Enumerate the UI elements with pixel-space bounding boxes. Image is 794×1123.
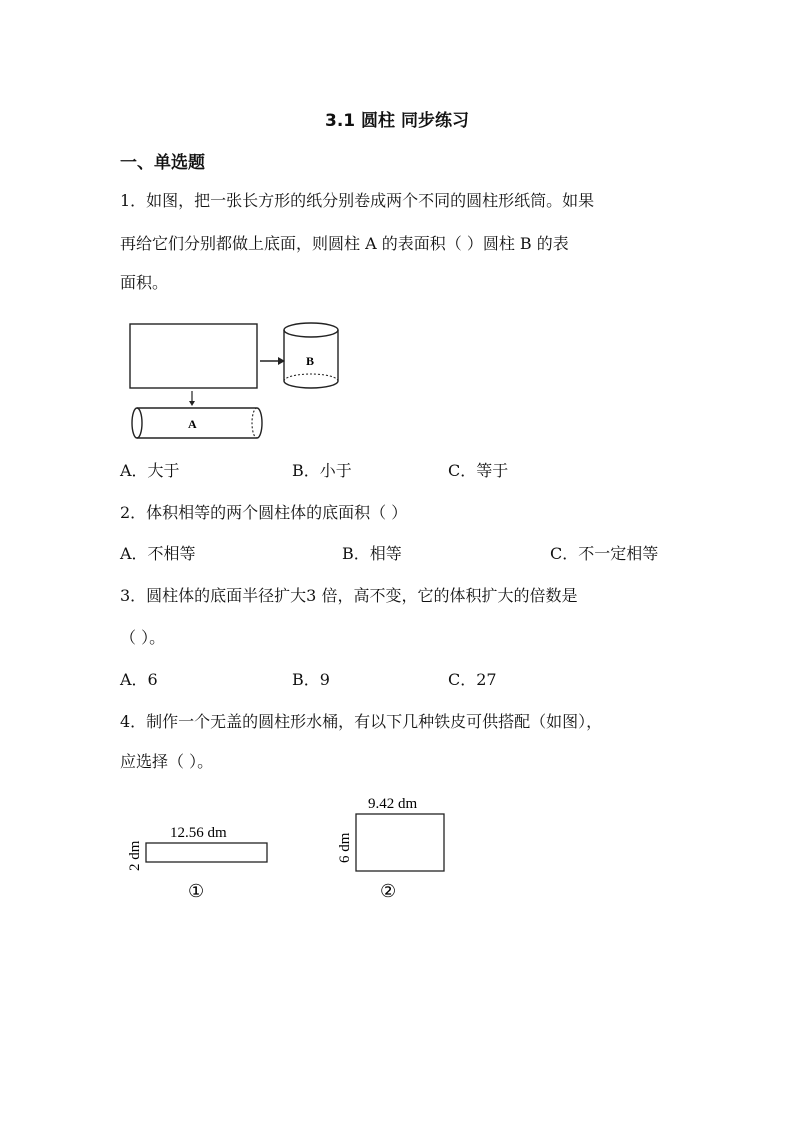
- sheet-1-width-label: 12.56 dm: [170, 825, 227, 841]
- question-3-option-b[interactable]: B．9: [292, 670, 330, 689]
- cylinder-b-label: B: [306, 354, 315, 368]
- cylinder-a: [132, 408, 262, 438]
- question-3-option-a[interactable]: A．6: [120, 670, 158, 689]
- question-1-option-a[interactable]: A．大于: [120, 461, 180, 480]
- sheet-1-height-label: 2 dm: [127, 840, 143, 871]
- section-heading: 一、单选题: [120, 153, 205, 173]
- question-4-figure: [120, 790, 460, 905]
- sheet-2-width-label: 9.42 dm: [368, 796, 418, 812]
- question-3-option-c[interactable]: C．27: [448, 670, 497, 689]
- question-2-option-c[interactable]: C．不一定相等: [550, 544, 659, 563]
- sheet-1-mark: ①: [188, 881, 205, 901]
- question-4-line-2: 应选择（ ）。: [120, 752, 214, 771]
- sheet-1-rectangle: [146, 843, 267, 862]
- question-1-line-3: 面积。: [120, 273, 169, 292]
- sheet-2-mark: ②: [380, 881, 397, 901]
- question-1-line-2: 再给它们分别都做上底面，则圆柱 A 的表面积（ ）圆柱 B 的表: [120, 234, 569, 253]
- paper-rectangle: [130, 324, 257, 388]
- question-1-option-c[interactable]: C．等于: [448, 461, 509, 480]
- question-2-option-a[interactable]: A．不相等: [120, 544, 196, 563]
- question-1-figure: [120, 315, 350, 445]
- question-2-line-1: 2．体积相等的两个圆柱体的底面积（ ）: [120, 503, 408, 522]
- sheet-2-rectangle: [356, 814, 444, 871]
- question-1-line-1: 1．如图，把一张长方形的纸分别卷成两个不同的圆柱形纸筒。如果: [120, 191, 595, 210]
- question-3-line-1: 3．圆柱体的底面半径扩大3 倍，高不变，它的体积扩大的倍数是: [120, 586, 578, 605]
- question-4-line-1: 4．制作一个无盖的圆柱形水桶，有以下几种铁皮可供搭配（如图），: [120, 712, 603, 731]
- question-1-option-b[interactable]: B．小于: [292, 461, 352, 480]
- cylinder-a-label: A: [188, 417, 197, 431]
- question-3-line-2: （ ）。: [120, 628, 166, 647]
- sheet-2-height-label: 6 dm: [337, 832, 353, 863]
- question-2-option-b[interactable]: B．相等: [342, 544, 402, 563]
- page-title: 3.1 圆柱 同步练习: [325, 111, 469, 131]
